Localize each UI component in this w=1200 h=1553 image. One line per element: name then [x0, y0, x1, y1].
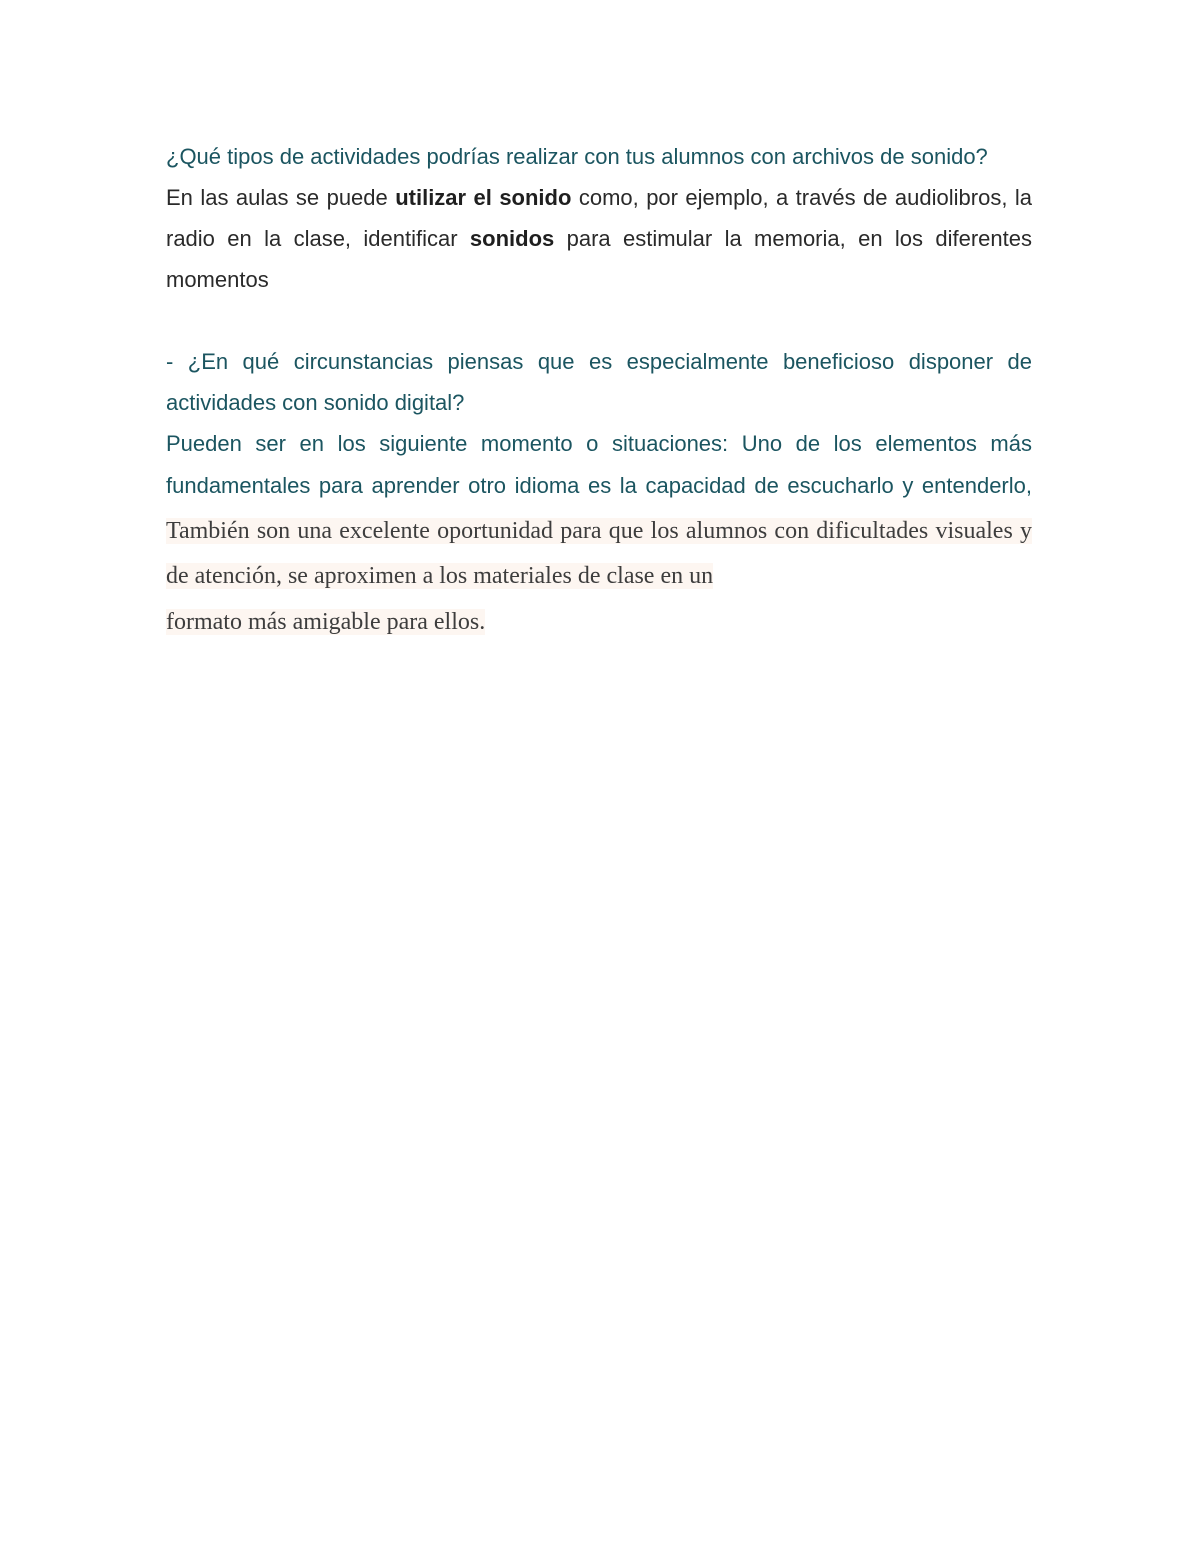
- answer-2-sans-text: Pueden ser en los siguiente momento o situaciones: Uno de los elementos más fundamentales para aprender otro idioma es la capacidad de escucharlo y entenderlo,: [166, 431, 1032, 498]
- answer-1-text-a: En las aulas se puede: [166, 185, 396, 210]
- question-2: - ¿En qué circunstancias piensas que es especialmente beneficioso disponer de actividades con sonido digital?: [166, 349, 1032, 415]
- answer-2-serif-text: También son una excelente oportunidad para que los alumnos con dificultades visuales y de atención, se aproximen a los materiales de clase en un: [166, 518, 1032, 589]
- answer-1-bold-b: sonidos: [469, 226, 555, 251]
- answer-2-final-text: formato más amigable para ellos.: [166, 609, 486, 635]
- answer-1-text-c: para estimular la memoria, en los diferentes momentos: [166, 226, 1032, 292]
- answer-2-final-line: [166, 599, 1032, 645]
- document-content: [166, 136, 1032, 645]
- paragraph-spacer: [166, 300, 1032, 341]
- question-1: ¿Qué tipos de actividades podrías realizar con tus alumnos con archivos de sonido?: [166, 144, 988, 169]
- answer-1-bold-a: utilizar el sonido: [395, 185, 572, 210]
- answer-2: [166, 423, 1032, 599]
- answer-1: [166, 177, 1032, 300]
- answer-1-text-b: como, por ejemplo, a través de audiolibros, la radio en la clase, identificar: [166, 185, 1032, 251]
